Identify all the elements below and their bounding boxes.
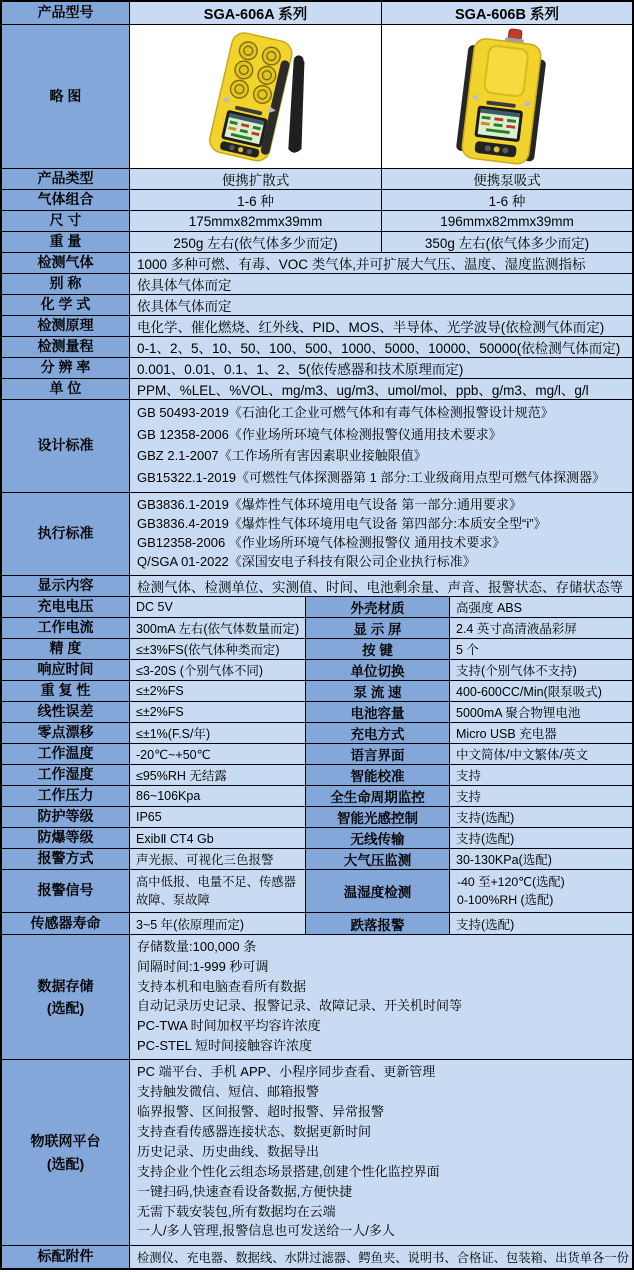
row-value-1: 高中低报、电量不足、传感器故障、泵故障 [130,870,306,912]
row-value-1: 86~106Kpa [130,786,306,806]
feature-line: 支持查看传感器连接状态、数据更新时间 [137,1124,372,1140]
row-value-2: 高强度 ABS [450,597,632,617]
row-working-humidity [2,765,632,786]
row-resolution [2,358,632,379]
row-label: 设计标准 [2,400,130,492]
row-units [2,379,632,400]
row-value-1: 3~5 年(依原理而定) [130,913,306,934]
row-dimensions [2,211,632,232]
value-line: -40 至+120℃(选配) [457,874,565,889]
label-line: 数据存储 [37,977,94,994]
row-value-2: 中文简体/中文繁体/英文 [450,744,632,764]
row-label-2: 充电方式 [306,723,450,743]
feature-line: 临界报警、区间报警、超时报警、异常报警 [137,1104,385,1120]
row-label-2: 跌落报警 [306,913,450,934]
row-execution-standards [2,493,632,576]
row-value: 1000 多种可燃、有毒、VOC 类气体,并可扩展大气压、温度、湿度监测指标 [130,253,632,273]
row-detection-range [2,337,632,358]
row-label: 分 辨 率 [2,358,130,378]
row-label: 工作电流 [2,618,130,638]
row-label [2,935,130,1059]
row-detection-principle [2,316,632,337]
row-label: 产品类型 [2,169,130,189]
row-value-2: 支持(选配) [450,913,632,934]
row-data-storage [2,935,632,1060]
feature-line: 一键扫码,快速查看设备数据,方便快捷 [137,1183,353,1199]
row-protection-rating [2,807,632,828]
row-label: 报警方式 [2,849,130,869]
row-sketch [2,25,632,169]
feature-line: 一人/多人管理,报警信息也可发送给一人/多人 [137,1223,395,1239]
row-label: 工作湿度 [2,765,130,785]
row-value-2: 支持(选配) [450,828,632,848]
standard-line: GB 12358-2006《作业场所环境气体检测报警仪通用技术要求》 [137,426,502,442]
row-label-2: 语言界面 [306,744,450,764]
row-value: 依具体气体而定 [130,274,632,294]
row-value-1: 声光振、可视化三色报警 [130,849,306,869]
label-line: 物联网平台 [30,1133,101,1150]
row-value-2: 支持 [450,786,632,806]
standard-line: GB15322.1-2019《可燃性气体探测器第 1 部分:工业级商用点型可燃气体探测器》 [137,469,606,485]
row-value-1: ExibⅡ CT4 Gb [130,828,306,848]
standard-line: GB3836.1-2019《爆炸性气体环境用电气设备 第一部分:通用要求》 [137,497,523,513]
row-value-a: 250g 左右(依气体多少而定) [130,232,382,252]
raised-panel [484,45,529,97]
row-value-multiline [130,493,632,575]
row-label: 报警信号 [2,870,130,912]
row-alarm-mode [2,849,632,870]
row-explosion-proof-rating [2,828,632,849]
row-charging-voltage [2,597,632,618]
row-label-2: 显 示 屏 [306,618,450,638]
value-line: 0-100%RH (选配) [457,892,554,907]
row-label-2: 无线传输 [306,828,450,848]
product-image-sga606b [382,26,632,168]
row-label: 气体组合 [2,190,130,210]
row-value-2: 30-130KPa(选配) [450,849,632,869]
row-value-b: 196mmx82mmx39mm [382,211,632,231]
product-image-cell-a [130,25,382,168]
row-label: 传感器寿命 [2,913,130,934]
row-label-2: 电池容量 [306,702,450,722]
label-line: (选配) [46,1155,85,1172]
row-label: 精 度 [2,639,130,659]
row-standard-accessories [2,1246,632,1268]
feature-line: 支持企业个性化云组态场景搭建,创建个性化监控界面 [137,1163,440,1179]
model-b-title: SGA-606B 系列 [382,2,632,24]
row-design-standards [2,400,632,493]
standard-line: GB3836.4-2019《爆炸性气体环境用电气设备 第四部分:本质安全型“i”》 [137,516,547,532]
row-label-2: 温湿度检测 [306,870,450,912]
row-label: 略 图 [2,25,130,168]
model-a-title: SGA-606A 系列 [130,2,382,24]
row-value-2: Micro USB 充电器 [450,723,632,743]
row-value-1: -20℃~+50℃ [130,744,306,764]
row-value-multiline [130,400,632,492]
feature-line: 存储数量:100,000 条 [137,939,257,955]
row-working-pressure [2,786,632,807]
product-image-cell-b [382,25,632,168]
row-product-type [2,169,632,190]
feature-line: 支持触发微信、短信、邮箱报警 [137,1084,320,1100]
row-weight [2,232,632,253]
standard-line: GBZ 2.1-2007《工作场所有害因素职业接触限值》 [137,448,427,464]
row-label: 别 称 [2,274,130,294]
row-value: 检测气体、检测单位、实测值、时间、电池剩余量、声音、报警状态、存储状态等 [130,576,632,596]
row-label: 响应时间 [2,660,130,680]
row-value-a: 175mmx82mmx39mm [130,211,382,231]
row-label-2: 外壳材质 [306,597,450,617]
row-label-2: 智能光感控制 [306,807,450,827]
row-value-2: 支持(个别气体不支持) [450,660,632,680]
row-value-2: 5000mA 聚合物锂电池 [450,702,632,722]
row-value: 0-1、2、5、10、50、100、500、1000、5000、10000、50000(依检测气体而定) [130,337,632,357]
row-label-2: 全生命周期监控 [306,786,450,806]
row-product-model [2,2,632,25]
row-alarm-signal [2,870,632,913]
row-value-a: 1-6 种 [130,190,382,210]
row-label: 重 量 [2,232,130,252]
row-gas-combination [2,190,632,211]
row-value-1: IP65 [130,807,306,827]
row-value-2: 400-600CC/Min(限泵吸式) [450,681,632,701]
row-linearity-error [2,702,632,723]
row-label-2: 大气压监测 [306,849,450,869]
row-value: 0.001、0.01、0.1、1、2、5(依传感器和技术原理而定) [130,358,632,378]
row-value-1: ≤±3%FS(依气体种类而定) [130,639,306,659]
row-value-2 [450,870,632,912]
row-value-a: 便携扩散式 [130,169,382,189]
row-label: 检测气体 [2,253,130,273]
standard-line: Q/SGA 01-2022《深国安电子科技有限公司企业执行标准》 [137,554,476,570]
row-label: 防护等级 [2,807,130,827]
feature-line: PC 端平台、手机 APP、小程序同步查看、更新管理 [137,1064,436,1080]
feature-line: 支持本机和电脑查看所有数据 [137,978,307,994]
row-label: 显示内容 [2,576,130,596]
row-label-2: 智能校准 [306,765,450,785]
row-value-1: ≤3-20S (个别气体不同) [130,660,306,680]
row-label: 线性误差 [2,702,130,722]
row-value-1: ≤95%RH 无结露 [130,765,306,785]
feature-line: 历史记录、历史曲线、数据导出 [137,1143,320,1159]
feature-line: 自动记录历史记录、报警记录、故障记录、开关机时间等 [137,998,463,1014]
feature-line: PC-STEL 短时间接触容许浓度 [137,1037,313,1053]
row-label: 充电电压 [2,597,130,617]
row-working-temperature [2,744,632,765]
row-label: 检测原理 [2,316,130,336]
row-value-2: 支持(选配) [450,807,632,827]
row-value-b: 1-6 种 [382,190,632,210]
row-label: 检测量程 [2,337,130,357]
row-value: 电化学、催化燃烧、红外线、PID、MOS、半导体、光学波导(依检测气体而定) [130,316,632,336]
row-display-content [2,576,632,597]
row-value: 依具体气体而定 [130,295,632,315]
row-detected-gas [2,253,632,274]
row-iot-platform [2,1060,632,1246]
row-working-current [2,618,632,639]
row-accuracy [2,639,632,660]
row-value: PPM、%LEL、%VOL、mg/m3、ug/m3、umol/mol、ppb、g/m3、mg/l、g/l [130,379,632,399]
product-image-sga606a [131,26,381,168]
row-label-2: 泵 流 速 [306,681,450,701]
row-zero-drift [2,723,632,744]
feature-line: 无需下载安装包,所有数据均在云端 [137,1203,336,1219]
row-label: 防爆等级 [2,828,130,848]
row-label: 重 复 性 [2,681,130,701]
row-value-2: 2.4 英寸高清液晶彩屏 [450,618,632,638]
row-label: 工作压力 [2,786,130,806]
row-value-2: 支持 [450,765,632,785]
row-label: 工作温度 [2,744,130,764]
feature-line: 间隔时间:1-999 秒可调 [137,959,269,975]
row-label: 产品型号 [2,2,130,24]
row-label: 零点漂移 [2,723,130,743]
row-label [2,1060,130,1245]
row-value-1: ≤±1%(F.S/年) [130,723,306,743]
feature-line: PC-TWA 时间加权平均容许浓度 [137,1017,321,1033]
row-value-multiline [130,1060,632,1245]
label-line: (选配) [46,1000,85,1016]
row-label: 化 学 式 [2,295,130,315]
row-label-2: 单位切换 [306,660,450,680]
row-label: 执行标准 [2,493,130,575]
row-label: 尺 寸 [2,211,130,231]
row-value-multiline [130,935,632,1059]
row-sensor-life [2,913,632,935]
row-chemical-formula [2,295,632,316]
row-value-b: 350g 左右(依气体多少而定) [382,232,632,252]
row-value: 检测仪、充电器、数据线、水阱过滤器、鳄鱼夹、说明书、合格证、包装箱、出货单各一份 [130,1246,632,1268]
row-value-1: ≤±2%FS [130,681,306,701]
standard-line: GB12358-2006 《作业场所环境气体检测报警仪 通用技术要求》 [137,535,506,551]
row-value-1: DC 5V [130,597,306,617]
row-label-2: 按 键 [306,639,450,659]
standard-line: GB 50493-2019《石油化工企业可燃气体和有毒气体检测报警设计规范》 [137,405,554,421]
row-label: 单 位 [2,379,130,399]
row-label: 标配附件 [2,1246,130,1268]
row-alias [2,274,632,295]
row-value-b: 便携泵吸式 [382,169,632,189]
row-repeatability [2,681,632,702]
row-response-time [2,660,632,681]
row-value-2: 5 个 [450,639,632,659]
row-value-1: 300mA 左右(依气体数量而定) [130,618,306,638]
row-value-1: ≤±2%FS [130,702,306,722]
